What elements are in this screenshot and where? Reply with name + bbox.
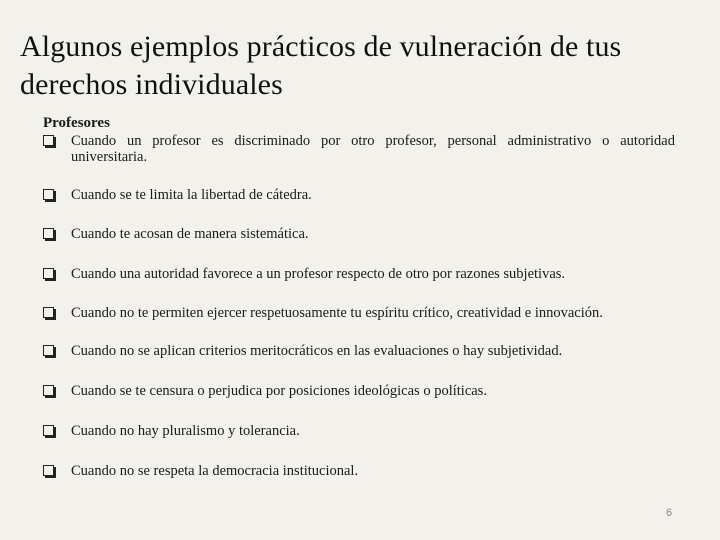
list-item-text: Cuando te acosan de manera sistemática. [71, 226, 309, 242]
list-item [43, 266, 675, 282]
list-item [43, 226, 675, 242]
slide-title: Algunos ejemplos prácticos de vulneración de tus derechos individuales [20, 30, 622, 101]
checkbox-bullet-icon [43, 268, 54, 279]
list-item [43, 187, 675, 203]
section-subtitle: Profesores [43, 115, 110, 131]
page-number: 6 [666, 507, 673, 519]
checkbox-bullet-icon [43, 465, 54, 476]
checkbox-bullet-icon [43, 425, 54, 436]
content-section [43, 114, 675, 479]
list-item-text: Cuando no hay pluralismo y tolerancia. [71, 423, 300, 439]
list-item [43, 423, 675, 439]
list-item-text: Cuando no te permiten ejercer respetuosamente tu espíritu crítico, creatividad e innovación. [71, 305, 603, 321]
checkbox-bullet-icon [43, 228, 54, 239]
list-item-text: Cuando se te limita la libertad de cátedra. [71, 187, 312, 203]
list-item-text: Cuando no se respeta la democracia institucional. [71, 463, 359, 479]
list-item-text: Cuando un profesor es discriminado por otro profesor, personal administrativo o autoridad universitaria. [71, 133, 675, 165]
list-item [43, 463, 675, 479]
list-item-text: Cuando se te censura o perjudica por posiciones ideológicas o políticas. [71, 383, 487, 399]
list-item [43, 133, 675, 165]
checkbox-bullet-icon [43, 307, 54, 318]
list-item [43, 383, 675, 399]
list-item [43, 305, 675, 321]
list-item-text: Cuando no se aplican criterios meritocráticos en las evaluaciones o hay subjetividad. [71, 343, 563, 359]
checkbox-bullet-icon [43, 345, 54, 356]
checkbox-bullet-icon [43, 189, 54, 200]
list-item [43, 343, 675, 359]
checkbox-bullet-icon [43, 385, 54, 396]
checkbox-bullet-icon [43, 135, 54, 146]
list-item-text: Cuando una autoridad favorece a un profesor respecto de otro por razones subjetivas. [71, 266, 566, 282]
